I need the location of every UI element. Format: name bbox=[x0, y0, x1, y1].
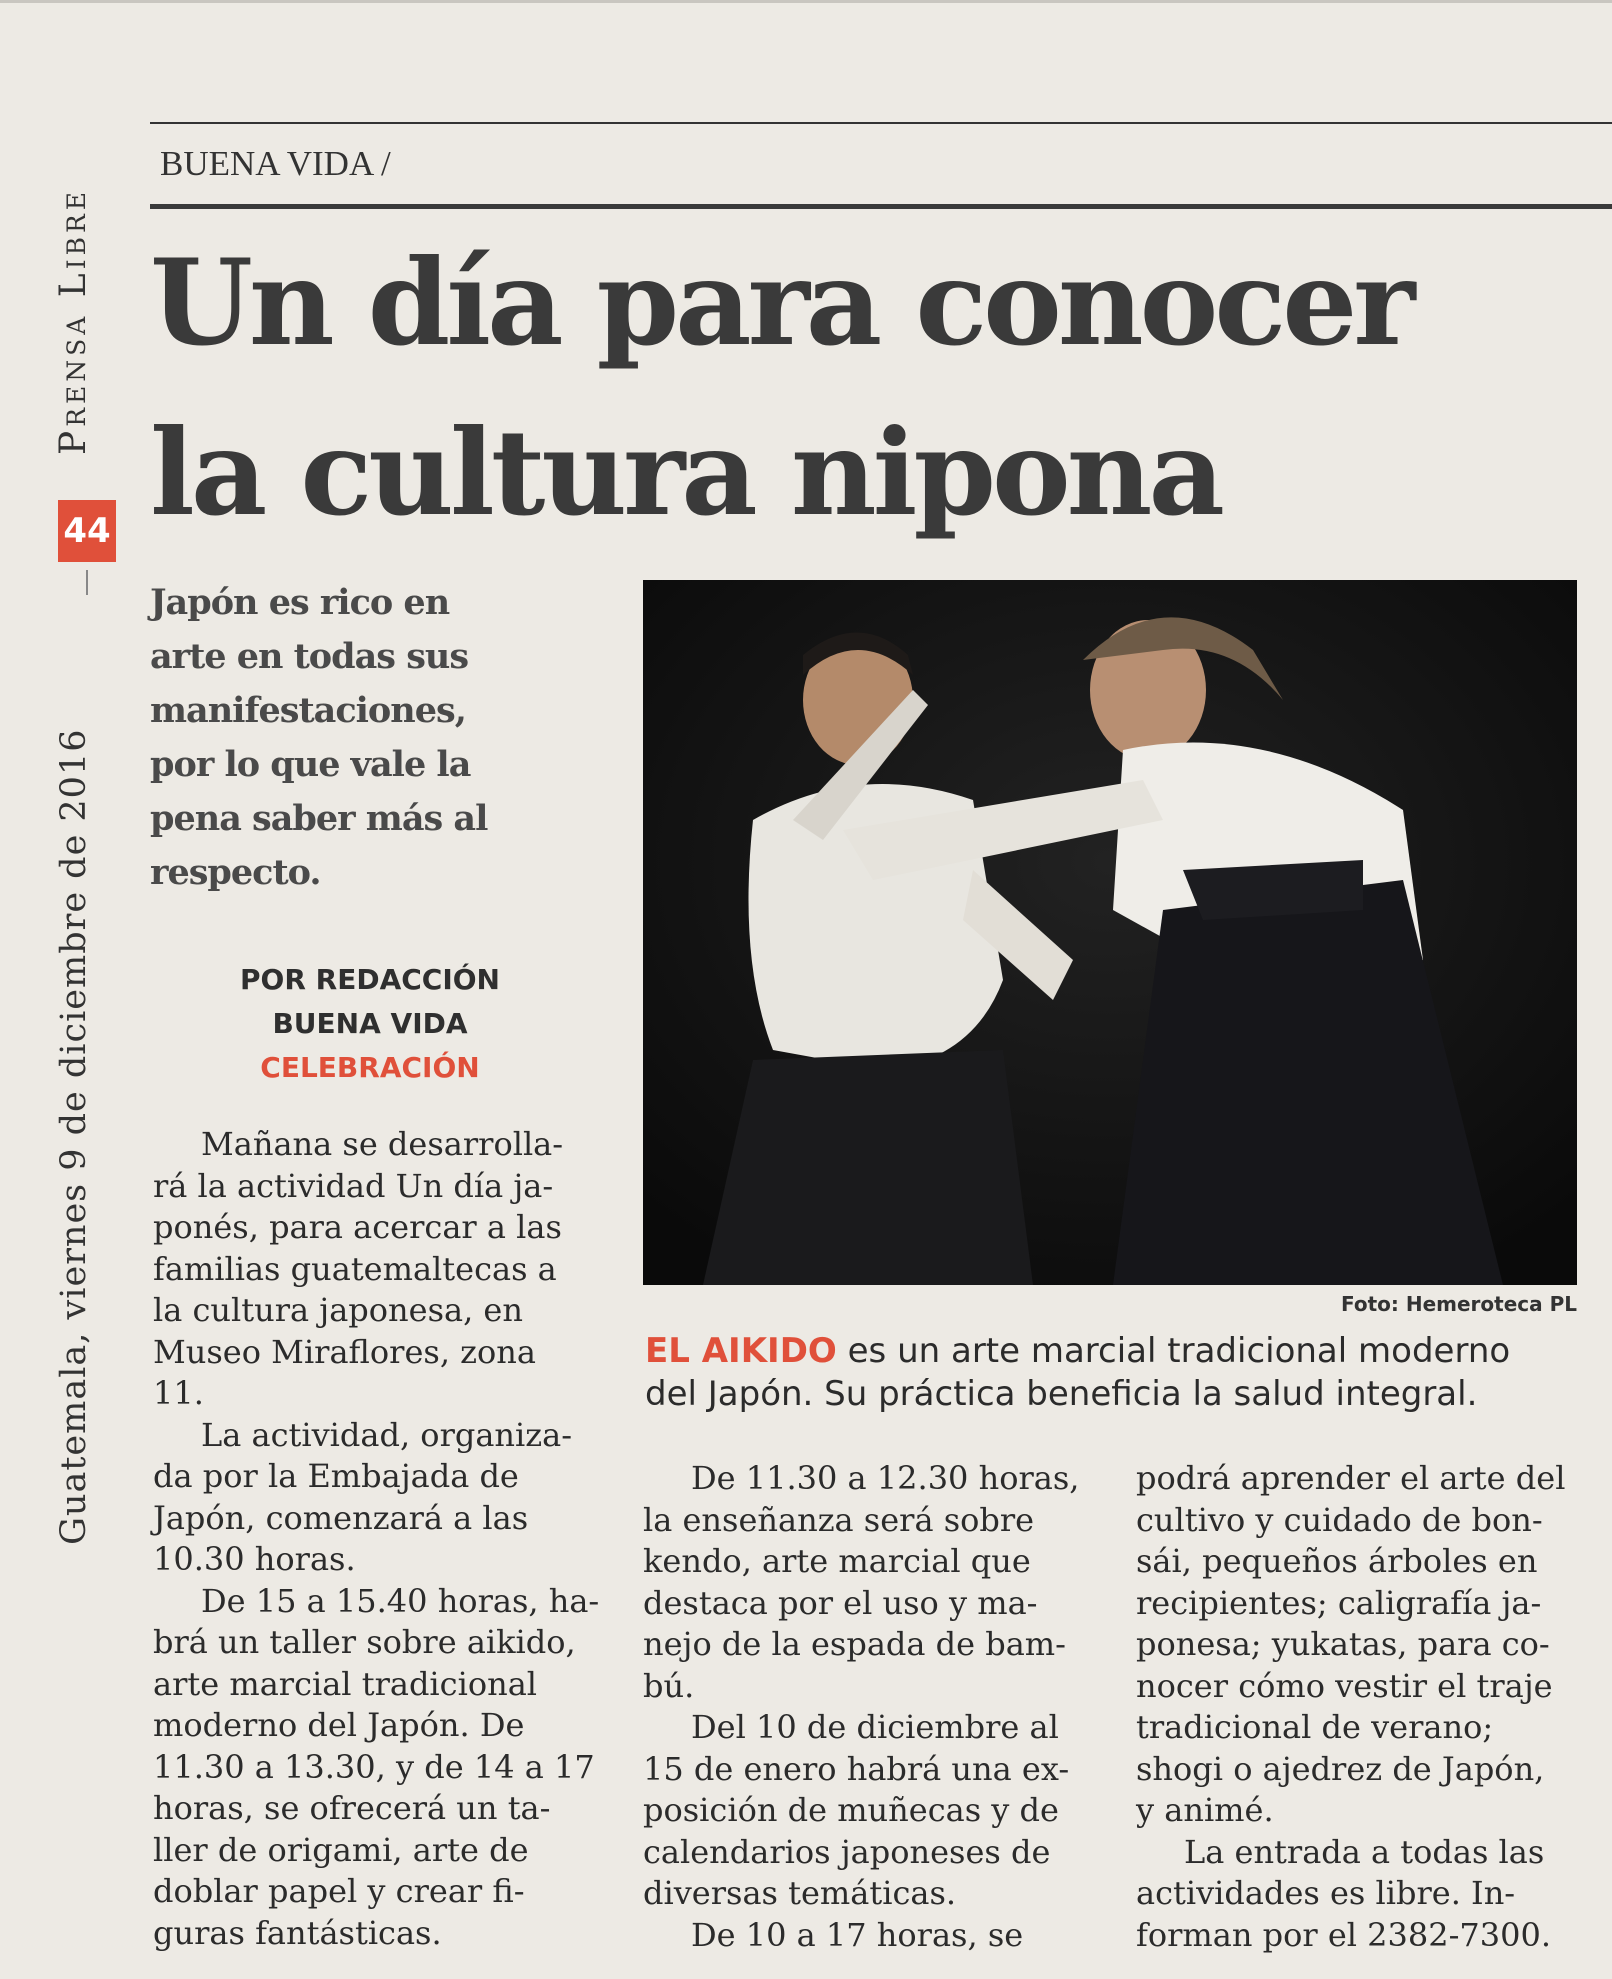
body-line: nocer cómo vestir el traje bbox=[1136, 1666, 1553, 1705]
body-line: tradicional de verano; bbox=[1136, 1708, 1494, 1746]
body-line: rá la actividad Un día ja- bbox=[153, 1166, 554, 1205]
lede-line: pena saber más al bbox=[150, 798, 488, 839]
page-top-edge bbox=[0, 0, 1612, 3]
body-line: 10.30 horas. bbox=[153, 1540, 356, 1578]
byline-author: POR REDACCIÓN bbox=[240, 963, 500, 996]
caption-text: es un arte marcial tradicional moderno bbox=[836, 1331, 1511, 1371]
body-line: horas, se ofrecerá un ta- bbox=[153, 1789, 551, 1827]
body-line: nejo de la espada de bam- bbox=[643, 1625, 1066, 1663]
body-line: La actividad, organiza- bbox=[201, 1415, 573, 1454]
aikido-photo bbox=[643, 580, 1577, 1285]
lede-line: arte en todas sus bbox=[150, 636, 469, 677]
body-line: forman por el 2382-7300. bbox=[1136, 1915, 1552, 1954]
body-column-2 bbox=[643, 1458, 1088, 1956]
body-line: 11.30 a 13.30, y de 14 a 17 bbox=[153, 1747, 595, 1786]
headline-line: la cultura nipona bbox=[150, 403, 1221, 542]
body-line: la cultura japonesa, en bbox=[153, 1291, 523, 1329]
sidebar-divider bbox=[86, 570, 88, 595]
body-column-1 bbox=[153, 1124, 600, 1954]
caption-line bbox=[645, 1330, 1595, 1373]
lede-line: Japón es rico en bbox=[150, 582, 450, 623]
body-line: moderno del Japón. De bbox=[153, 1706, 525, 1744]
masthead-vertical: Prensa Libre bbox=[53, 187, 94, 455]
caption-lead: EL AIKIDO bbox=[645, 1331, 837, 1371]
body-line: De 15 a 15.40 horas, ha- bbox=[201, 1581, 600, 1620]
body-line: shogi o ajedrez de Japón, bbox=[1136, 1749, 1545, 1788]
body-line: guras fantásticas. bbox=[153, 1913, 442, 1952]
body-line: doblar papel y crear fi- bbox=[153, 1872, 525, 1910]
lede-line: por lo que vale la bbox=[150, 744, 471, 785]
body-line: De 10 a 17 horas, se bbox=[691, 1915, 1024, 1954]
body-line: posición de muñecas y de bbox=[643, 1791, 1059, 1829]
body-line: Japón, comenzará a las bbox=[153, 1498, 529, 1537]
headline bbox=[150, 218, 1590, 558]
byline-kicker: CELEBRACIÓN bbox=[260, 1051, 480, 1084]
aikido-photo-illustration bbox=[643, 580, 1577, 1285]
header-rule-thin bbox=[150, 122, 1612, 124]
body-line: Del 10 de diciembre al bbox=[691, 1708, 1059, 1746]
body-line: bú. bbox=[643, 1666, 695, 1705]
date-line-vertical: Guatemala, viernes 9 de diciembre de 2016 bbox=[54, 728, 94, 1545]
body-line: podrá aprender el arte del bbox=[1136, 1459, 1566, 1497]
byline-section: BUENA VIDA bbox=[272, 1007, 468, 1040]
body-line: kendo, arte marcial que bbox=[643, 1542, 1031, 1580]
body-line: brá un taller sobre aikido, bbox=[153, 1623, 576, 1661]
body-line: diversas temáticas. bbox=[643, 1874, 957, 1912]
body-line: sái, pequeños árboles en bbox=[1136, 1542, 1538, 1580]
photo-credit: Foto: Hemeroteca PL bbox=[1340, 1292, 1577, 1316]
caption-line: del Japón. Su práctica beneficia la salud integral. bbox=[645, 1374, 1478, 1414]
body-line: la enseñanza será sobre bbox=[643, 1500, 1035, 1539]
photo-caption bbox=[645, 1330, 1595, 1416]
header-rule-thick bbox=[150, 204, 1612, 209]
body-line: 11. bbox=[153, 1374, 204, 1412]
body-line: destaca por el uso y ma- bbox=[643, 1583, 1038, 1622]
body-line: Museo Miraflores, zona bbox=[153, 1332, 536, 1371]
headline-line: Un día para conocer bbox=[150, 233, 1412, 372]
body-column-3 bbox=[1136, 1458, 1581, 1956]
lede-line: respecto. bbox=[150, 852, 321, 893]
body-line: 15 de enero habrá una ex- bbox=[643, 1749, 1070, 1788]
byline bbox=[180, 958, 560, 1090]
lede bbox=[150, 576, 580, 900]
body-line: cultivo y cuidado de bon- bbox=[1136, 1500, 1543, 1539]
body-line: recipientes; caligrafía ja- bbox=[1136, 1583, 1542, 1622]
body-line: De 11.30 a 12.30 horas, bbox=[691, 1459, 1080, 1497]
body-line: ponesa; yukatas, para co- bbox=[1136, 1625, 1550, 1663]
page-number-badge: 44 bbox=[58, 500, 116, 562]
body-line: familias guatemaltecas a bbox=[153, 1249, 557, 1288]
body-line: ponés, para acercar a las bbox=[153, 1208, 562, 1246]
body-line: arte marcial tradicional bbox=[153, 1664, 537, 1703]
body-line: calendarios japoneses de bbox=[643, 1832, 1051, 1871]
body-line: Mañana se desarrolla- bbox=[201, 1125, 564, 1163]
section-label: BUENA VIDA / bbox=[160, 144, 391, 183]
body-line: ller de origami, arte de bbox=[153, 1830, 529, 1869]
body-line: da por la Embajada de bbox=[153, 1457, 519, 1495]
lede-line: manifestaciones, bbox=[150, 690, 466, 731]
body-line: La entrada a todas las bbox=[1184, 1832, 1545, 1871]
body-line: y animé. bbox=[1136, 1791, 1274, 1829]
body-line: actividades es libre. In- bbox=[1136, 1874, 1516, 1912]
